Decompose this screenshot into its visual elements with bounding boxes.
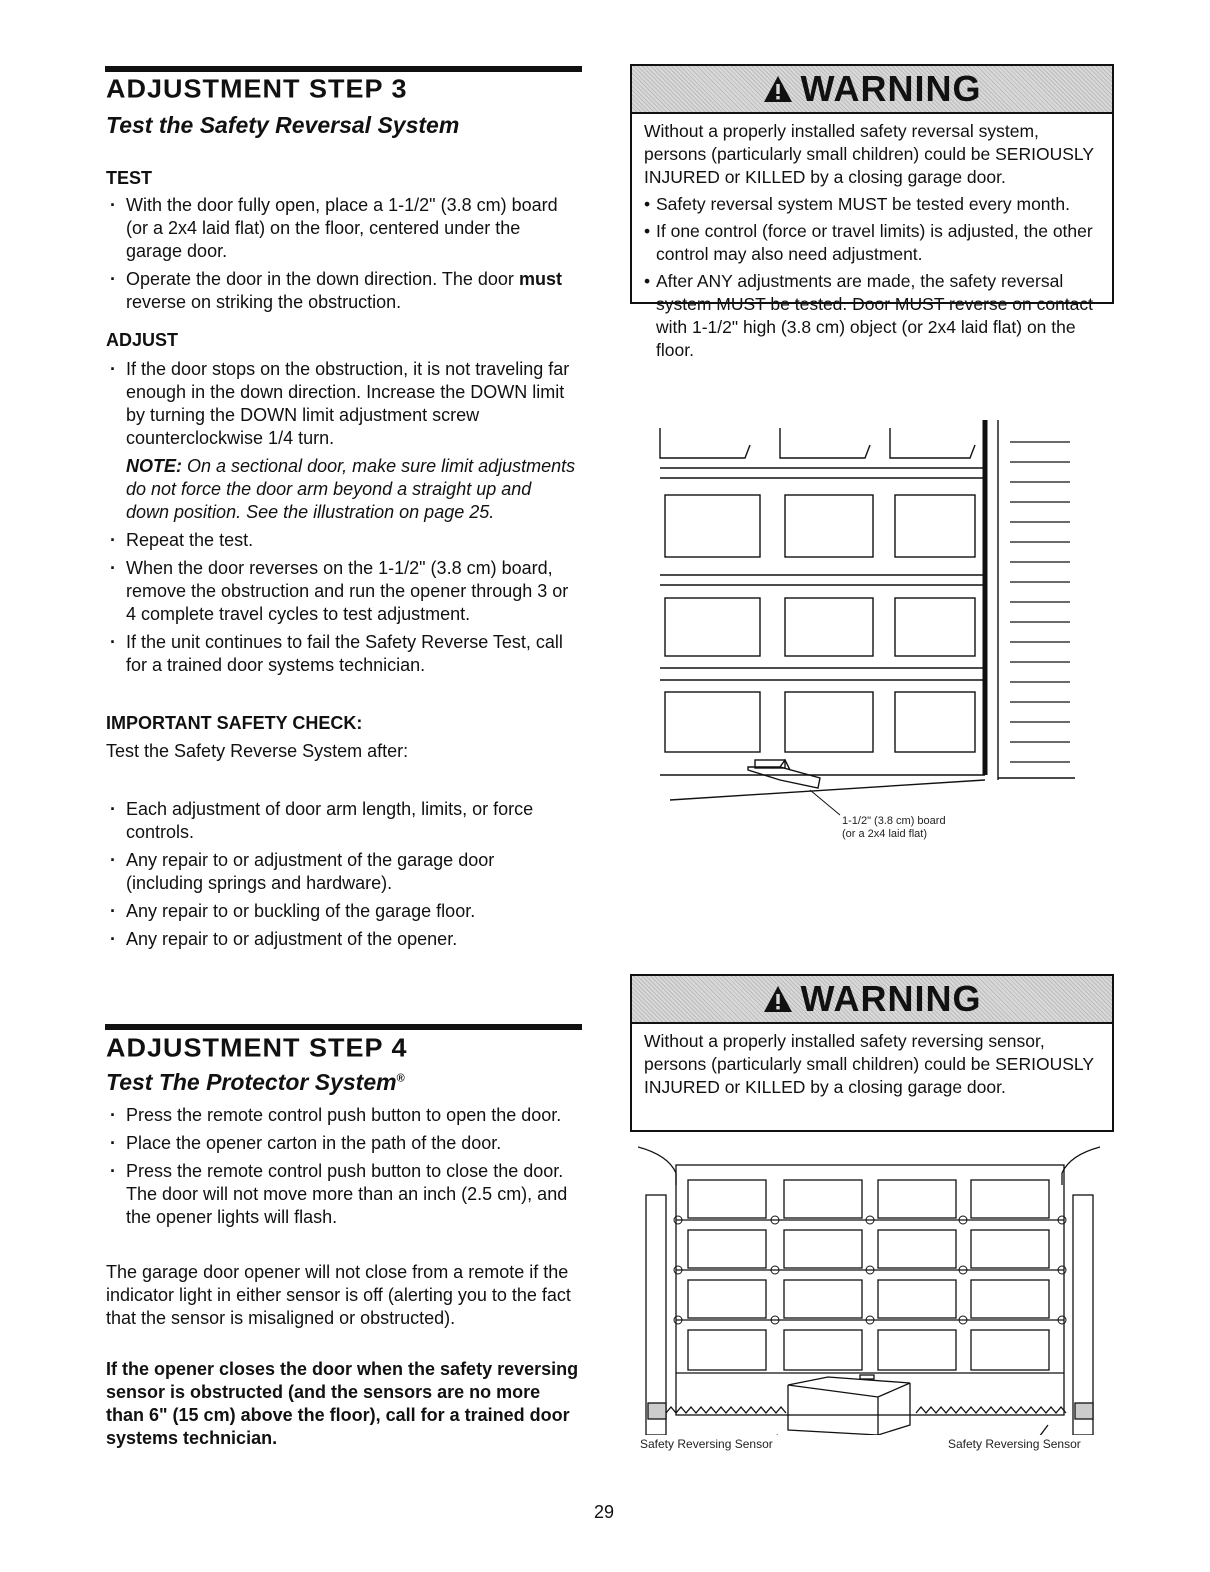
adjust-note: NOTE: On a sectional door, make sure limit adjustments do not force the door arm beyond a straight up and down position. See the illustration on page 25.	[126, 456, 576, 522]
warning-title-1: WARNING	[800, 68, 982, 109]
step4-paragraph: The garage door opener will not close from a remote if the indicator light in either sensor is off (alerting you to the fact that the sensor is misaligned or obstructed).	[106, 1262, 571, 1328]
safety-check-intro: Test the Safety Reverse System after:	[106, 741, 409, 761]
warning-box-1	[630, 64, 1114, 360]
step4-title: ADJUSTMENT STEP 4	[106, 1033, 408, 1063]
warning1-item-1: • Safety reversal system MUST be tested every month.	[644, 193, 1100, 216]
safety-item-3: · Any repair to or buckling of the garage floor.	[106, 900, 576, 923]
warning1-item-2: • If one control (force or travel limits) is adjusted, the other control may also need adjustment.	[644, 220, 1100, 266]
step4-list	[106, 1104, 576, 1234]
step3-title: ADJUSTMENT STEP 3	[106, 74, 408, 104]
test-heading: TEST	[106, 168, 153, 188]
warning-header-2	[632, 976, 1112, 1024]
test-item-1: · With the door fully open, place a 1-1/2" (3.8 cm) board (or a 2x4 laid flat) on the floor, centered under the garage door.	[106, 194, 576, 263]
safety-item-4: · Any repair to or adjustment of the opener.	[106, 928, 576, 951]
step4-bold-paragraph: If the opener closes the door when the safety reversing sensor is obstructed (and the sensors are no more than 6" (15 cm) above the floor), call for a trained door systems technician.	[106, 1359, 579, 1448]
garage-door-board-illustration	[640, 420, 1080, 860]
step4-item-1: · Press the remote control push button to open the door.	[106, 1104, 576, 1127]
adjust-item-1: · If the door stops on the obstruction, it is not traveling far enough in the down direction. Increase the DOWN limit by turning the DOWN limit adjustment screw counterclockwise 1/4 turn.	[106, 358, 576, 450]
warning-body-2	[632, 1024, 1112, 1109]
warning-title-2: WARNING	[800, 978, 982, 1019]
board-label: 1-1/2" (3.8 cm) board (or a 2x4 laid flat)	[842, 815, 946, 840]
step4-item-2: · Place the opener carton in the path of the door.	[106, 1132, 576, 1155]
step4-subtitle: Test The Protector System®	[106, 1069, 405, 1095]
warning-box-2	[630, 974, 1114, 1132]
warning-body-1	[632, 114, 1112, 372]
safety-check-list	[106, 798, 576, 956]
step4-item-3: · Press the remote control push button to close the door. The door will not move more than an inch (2.5 cm), and the opener lights will flash.	[106, 1160, 576, 1229]
safety-item-2: · Any repair to or adjustment of the garage door (including springs and hardware).	[106, 849, 576, 895]
adjust-item-3: · When the door reverses on the 1-1/2" (3.8 cm) board, remove the obstruction and run the opener through 3 or 4 complete travel cycles to test adjustment.	[106, 557, 576, 626]
safety-check-heading: IMPORTANT SAFETY CHECK:	[106, 713, 363, 733]
safety-item-1: · Each adjustment of door arm length, limits, or force controls.	[106, 798, 576, 844]
warning2-intro: Without a properly installed safety reversing sensor, persons (particularly small children) could be SERIOUSLY INJURED or KILLED by a closing garage door.	[644, 1031, 1094, 1097]
sensor-label-right: Safety Reversing Sensor	[948, 1437, 1081, 1451]
warning-triangle-icon	[763, 985, 793, 1013]
warning-header-1	[632, 66, 1112, 114]
warning1-intro: Without a properly installed safety reversal system, persons (particularly small children) could be SERIOUSLY INJURED or KILLED by a closing garage door.	[644, 121, 1094, 187]
safety-sensor-illustration	[638, 1145, 1108, 1435]
warning1-list	[644, 193, 1100, 362]
warning-triangle-icon	[763, 75, 793, 103]
test-item-2: · Operate the door in the down direction. The door must reverse on striking the obstruction.	[106, 268, 576, 314]
page-number: 29	[594, 1502, 615, 1522]
sensor-label-left: Safety Reversing Sensor	[640, 1437, 773, 1451]
step3-rule	[105, 66, 582, 72]
adjust-heading: ADJUST	[106, 330, 179, 350]
test-list	[106, 194, 576, 319]
adjust-item-4: · If the unit continues to fail the Safety Reverse Test, call for a trained door systems technician.	[106, 631, 576, 677]
step3-subtitle: Test the Safety Reversal System	[106, 112, 460, 138]
warning1-item-3: • After ANY adjustments are made, the safety reversal system MUST be tested. Door MUST reverse on contact with 1-1/2" high (3.8 cm) object (or 2x4 laid flat) on the floor.	[644, 270, 1100, 362]
adjust-item-2: · Repeat the test.	[106, 529, 576, 552]
step4-rule	[105, 1024, 582, 1030]
adjust-list	[106, 358, 576, 682]
